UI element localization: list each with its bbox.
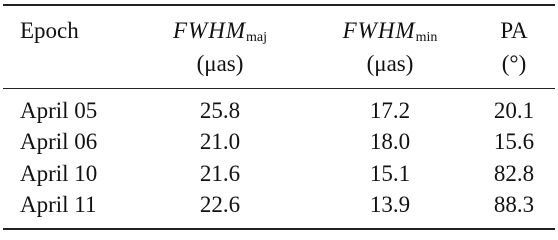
- row-1-pa: 20.1: [493, 98, 535, 123]
- row-2-epoch: April 06: [20, 129, 98, 154]
- row-1-fwhm-min: 17.2: [369, 98, 411, 123]
- row-1-fwhm-maj: 25.8: [199, 98, 241, 123]
- unit-fwhm-min: (μas): [366, 51, 414, 76]
- row-3-pa: 82.8: [493, 161, 535, 186]
- row-2-pa: 15.6: [493, 129, 535, 154]
- row-3-epoch: April 10: [20, 161, 98, 186]
- unit-pa: (°): [501, 51, 527, 76]
- fwhm-maj-subscript: maj: [245, 30, 267, 45]
- fwhm-min-symbol: FWHM: [342, 18, 416, 43]
- row-2-fwhm-min: 18.0: [369, 129, 411, 154]
- header-rule: [3, 88, 555, 89]
- row-4-epoch: April 11: [20, 192, 97, 217]
- row-4-fwhm-min: 13.9: [369, 192, 411, 217]
- row-3-fwhm-maj: 21.6: [199, 161, 241, 186]
- fwhm-min-subscript: min: [415, 30, 438, 45]
- header-fwhm-min: [320, 17, 460, 52]
- row-1-epoch: April 05: [20, 98, 98, 123]
- bottom-rule: [3, 228, 555, 230]
- unit-fwhm-maj: (μas): [196, 51, 244, 76]
- row-3-fwhm-min: 15.1: [369, 161, 411, 186]
- row-4-pa: 88.3: [493, 192, 535, 217]
- top-rule: [3, 4, 555, 6]
- fwhm-maj-symbol: FWHM: [173, 18, 246, 43]
- header-epoch: Epoch: [20, 18, 79, 43]
- header-pa: PA: [500, 18, 528, 43]
- row-2-fwhm-maj: 21.0: [199, 129, 241, 154]
- header-fwhm-maj: [150, 17, 290, 52]
- row-4-fwhm-maj: 22.6: [199, 192, 241, 217]
